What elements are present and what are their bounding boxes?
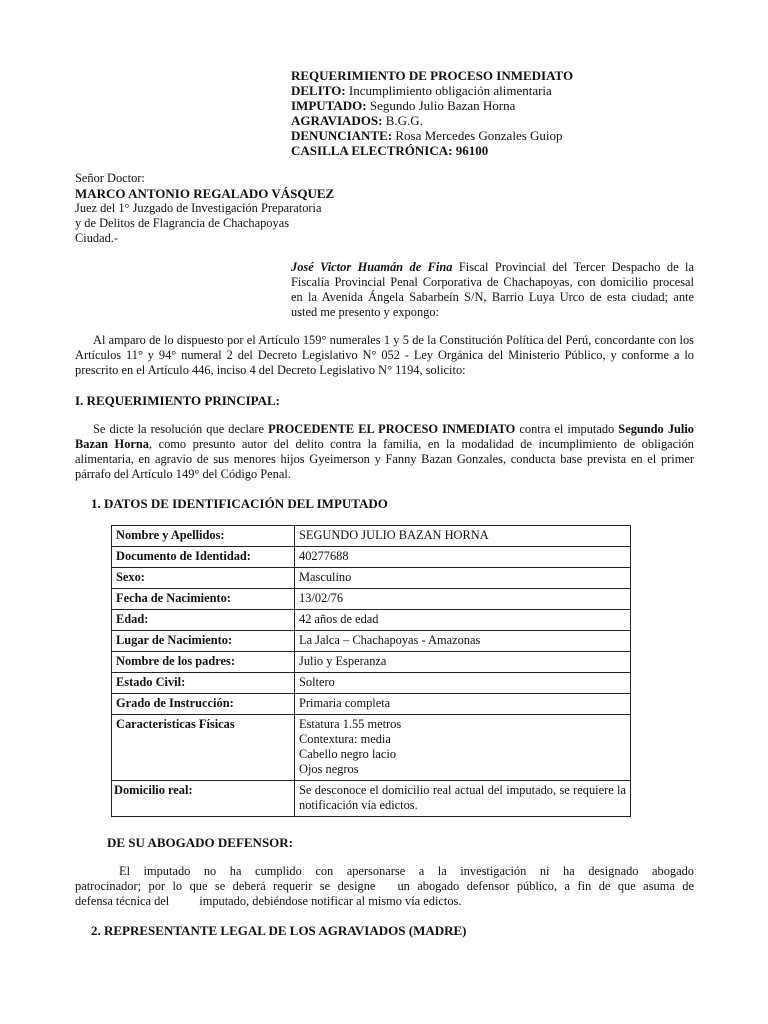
table-value-cell: Masculino <box>295 568 631 589</box>
agraviados-label: AGRAVIADOS: <box>291 113 383 128</box>
table-row <box>112 631 631 652</box>
table-value-line: Contextura: media <box>299 732 391 746</box>
intro-paragraph <box>291 260 694 320</box>
table-label-cell: Estado Civil: <box>112 673 295 694</box>
abogado-line1-c: abogado <box>652 864 694 878</box>
table-label-cell: Nombre y Apellidos: <box>112 526 295 547</box>
imputado-label: IMPUTADO: <box>291 98 367 113</box>
table-value-cell: 42 años de edad <box>295 610 631 631</box>
table-row <box>112 526 631 547</box>
identification-table <box>111 525 631 817</box>
denunciante-label: DENUNCIANTE: <box>291 128 393 143</box>
casilla-line: CASILLA ELECTRÓNICA: 96100 <box>291 143 489 158</box>
denunciante-line <box>291 128 573 143</box>
salutation <box>75 171 334 246</box>
fiscal-name: José Victor Huamán de Fina <box>291 260 453 274</box>
table-value-cell: 13/02/76 <box>295 589 631 610</box>
amparo-text: Al amparo de lo dispuesto por el Artículo 159° numerales 1 y 5 de la Constitución Política del Perú, concordante con los Artículos 11° y 94° numeral 2 del Decreto Legislativo N° 052 - Ley Orgánica del Ministerio Público, y conforme a lo prescrito en el Artículo 446, inciso 4 del Decreto Legislativo N° 1194, solicito: <box>75 333 694 377</box>
amparo-paragraph <box>75 333 694 378</box>
greeting: Señor Doctor: <box>75 171 145 185</box>
table-label-cell: Nombre de los padres: <box>112 652 295 673</box>
abogado-paragraph <box>75 864 694 909</box>
delito-label: DELITO: <box>291 83 346 98</box>
abogado-line3-a: defensa técnica del <box>75 894 170 908</box>
requerimiento-paragraph <box>75 422 694 482</box>
judge-name: MARCO ANTONIO REGALADO VÁSQUEZ <box>75 186 335 201</box>
document-title: REQUERIMIENTO DE PROCESO INMEDIATO <box>291 68 574 83</box>
table-value-cell: Primaria completa <box>295 694 631 715</box>
req-bold-procedente: PROCEDENTE EL PROCESO INMEDIATO <box>268 422 516 436</box>
table-value-cell: Julio y Esperanza <box>295 652 631 673</box>
table-value-cell: SEGUNDO JULIO BAZAN HORNA <box>295 526 631 547</box>
judge-city: Ciudad.- <box>75 231 119 245</box>
section-title-requerimiento: I. REQUERIMIENTO PRINCIPAL: <box>75 393 281 408</box>
delito-line <box>291 83 573 98</box>
table-value-line: Estatura 1.55 metros <box>299 717 402 731</box>
table-label-cell: Edad: <box>112 610 295 631</box>
abogado-line3 <box>75 894 694 909</box>
req-text-end: , como presunto autor del delito contra la familia, en la modalidad de incumplimiento de obligación alimentaria, en agravio de sus menores hijos Gyeimerson y Fanny Bazan Gonzales, conducta base prevista en el primer párrafo del Artículo 149° del Código Penal. <box>75 437 695 481</box>
req-text-start: Se dicte la resolución que declare <box>93 422 269 436</box>
table-value-cell: La Jalca – Chachapoyas - Amazonas <box>295 631 631 652</box>
agraviados-line <box>291 113 573 128</box>
table-row <box>112 589 631 610</box>
section-title-representante: 2. REPRESENTANTE LEGAL DE LOS AGRAVIADOS (MADRE) <box>91 923 467 938</box>
denunciante-value: Rosa Mercedes Gonzales Guiop <box>395 128 563 143</box>
table-value-line: Cabello negro lacio <box>299 747 397 761</box>
table-label-cell: Sexo: <box>112 568 295 589</box>
table-label-cell: Fecha de Nacimiento: <box>112 589 295 610</box>
table-row <box>112 673 631 694</box>
section-title-abogado: DE SU ABOGADO DEFENSOR: <box>107 835 293 850</box>
table-label-cell: Grado de Instrucción: <box>112 694 295 715</box>
imputado-value: Segundo Julio Bazan Horna <box>369 98 516 113</box>
abogado-line3-b: imputado, debiéndose notificar al mismo vía edictos. <box>199 894 462 908</box>
table-value-line: Ojos negros <box>299 762 359 776</box>
delito-value: Incumplimiento obligación alimentaria <box>348 83 552 98</box>
agraviados-value: B.G.G. <box>385 113 423 128</box>
abogado-line1 <box>75 864 694 879</box>
judge-title-line1: Juez del 1° Juzgado de Investigación Preparatoria <box>75 201 322 215</box>
section-title-datos: 1. DATOS DE IDENTIFICACIÓN DEL IMPUTADO <box>91 496 388 511</box>
table-row <box>112 568 631 589</box>
table-value-cell: Se desconoce el domicilio real actual del imputado, se requiere la notificación vía edictos. <box>295 781 631 817</box>
table-label-cell: Documento de Identidad: <box>112 547 295 568</box>
table-row <box>112 694 631 715</box>
table-value-cell: Soltero <box>295 673 631 694</box>
intro-text: Fiscal Provincial del Tercer Despacho de la Fiscalía Provincial Penal Corporativa de Chachapoyas, con domicilio procesal en la Avenida Ángela Sabarbeín S/N, Barrio Luya Urco de esta ciudad; ante usted me presento y expongo: <box>291 260 694 319</box>
table-row <box>112 547 631 568</box>
abogado-line1-b: designado <box>588 864 639 878</box>
imputado-line <box>291 98 573 113</box>
abogado-line2-a: patrocinador; por lo que se deberá requerir se designe <box>75 879 376 893</box>
table-row <box>112 781 631 817</box>
abogado-line1-a: El imputado no ha cumplido con apersonarse a la investigación ni ha <box>119 864 575 878</box>
document-header <box>291 68 573 158</box>
req-text-mid: contra el imputado <box>515 422 619 436</box>
table-value-cell: 40277688 <box>295 547 631 568</box>
req-bold-imputado: Segundo Julio Bazan Horna <box>75 422 694 451</box>
abogado-line2-b: un abogado defensor público, a fin de que asuma de <box>397 879 694 893</box>
table-label-cell: Domicilio real: <box>112 781 295 817</box>
table-row <box>112 652 631 673</box>
table-row <box>112 715 631 781</box>
table-label-cell: Caracteristicas Físicas <box>112 715 295 781</box>
table-row <box>112 610 631 631</box>
judge-title-line2: y de Delitos de Flagrancia de Chachapoyas <box>75 216 290 230</box>
table-label-cell: Lugar de Nacimiento: <box>112 631 295 652</box>
table-value-cell <box>295 715 631 781</box>
abogado-line2 <box>75 879 694 894</box>
